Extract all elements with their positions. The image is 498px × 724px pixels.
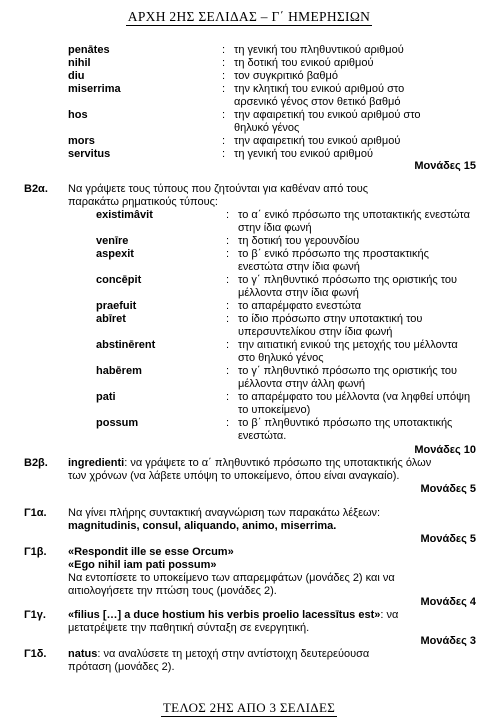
list-item: concēpit : το γ΄ πληθυντικό πρόσωπο της οριστικής του μέλλοντα στην ίδια φωνή bbox=[96, 274, 458, 299]
marks-label: Μονάδες 3 bbox=[420, 635, 476, 647]
term: nihil bbox=[68, 57, 91, 69]
marks-label: Μονάδες 15 bbox=[414, 160, 476, 172]
list-item: mors : την αφαιρετική του ενικού αριθμού bbox=[68, 135, 472, 148]
question-label: Γ1β. bbox=[24, 546, 47, 558]
question-label: Β2β. bbox=[24, 457, 48, 469]
term: diu bbox=[68, 70, 85, 82]
list-item: servitus : τη γενική του ενικού αριθμού bbox=[68, 148, 472, 161]
term: hos bbox=[68, 109, 88, 121]
list-item: penātes : τη γενική του πληθυντικού αριθμού bbox=[68, 44, 472, 57]
definition: τη δοτική του ενικού αριθμού bbox=[234, 57, 374, 69]
term: penātes bbox=[68, 44, 110, 56]
question-label: Β2α. bbox=[24, 183, 48, 195]
question-text: ingredienti: να γράψετε το α΄ πληθυντικό πρόσωπο της υποτακτικής όλων των χρόνων (να λάβετε υπόψη το υποκείμενο, όπου είναι αναγκαίο). bbox=[68, 457, 432, 482]
list-item: existimâvit : το α΄ ενικό πρόσωπο της υποτακτικής ενεστώτα στην ίδια φωνή bbox=[96, 209, 470, 234]
question-text: natus: να αναλύσετε τη μετοχή στην αντίστοιχη δευτερεύουσα πρόταση (μονάδες 2). bbox=[68, 648, 370, 673]
list-item: abstinērent : την αιτιατική ενικού της μετοχής του μέλλοντα στο θηλυκό γένος bbox=[96, 339, 458, 364]
question-label: Γ1α. bbox=[24, 507, 47, 519]
marks-label: Μονάδες 10 bbox=[414, 444, 476, 456]
list-item: pati : το απαρέμφατο του μέλλοντα (να ληφθεί υπόψη το υποκείμενο) bbox=[96, 391, 471, 416]
list-item: hos : την αφαιρετική του ενικού αριθμού στο θηλυκό γένος bbox=[68, 109, 472, 135]
list-item: diu : τον συγκριτικό βαθμό bbox=[68, 70, 472, 83]
question-intro: Να γράψετε τους τύπους που ζητούνται για καθέναν από τους παρακάτω ρηματικούς τύπους: bbox=[68, 183, 369, 208]
definition: τη γενική του ενικού αριθμού bbox=[234, 148, 373, 160]
list-item: venīre : τη δοτική του γερουνδίου bbox=[96, 235, 360, 247]
marks-label: Μονάδες 5 bbox=[420, 533, 476, 545]
list-item: abīret : το ίδιο πρόσωπο στην υποτακτική του υπερσυντελίκου στην ίδια φωνή bbox=[96, 313, 423, 338]
list-item: nihil : τη δοτική του ενικού αριθμού bbox=[68, 57, 472, 70]
marks-label: Μονάδες 5 bbox=[420, 483, 476, 495]
list-item: possum : το β΄ πληθυντικό πρόσωπο της υποτακτικής ενεστώτα. bbox=[96, 417, 453, 442]
question-label: Γ1γ. bbox=[24, 609, 46, 621]
question-text: «filius […] a duce hostium his verbis proelio lacessītus est»: να μετατρέψετε την παθητική σύνταξη σε ενεργητική. bbox=[68, 609, 399, 634]
page-header bbox=[0, 10, 498, 23]
question-text: «Respondit ille se esse Orcum» «Ego nihil iam pati possum» Να εντοπίσετε το υποκείμενο των απαρεμφάτων (μονάδες 2) και να αιτιολογήσετε την πτώση τους (μονάδες 2). bbox=[68, 546, 395, 597]
term: mors bbox=[68, 135, 95, 147]
list-item: praefuit : το απαρέμφατο ενεστώτα bbox=[96, 300, 362, 312]
definition: την αφαιρετική του ενικού αριθμού bbox=[234, 135, 401, 147]
page-footer bbox=[0, 701, 498, 714]
question-label: Γ1δ. bbox=[24, 648, 47, 660]
page-footer-text: ΤΕΛΟΣ 2ΗΣ ΑΠΟ 3 ΣΕΛΙΔΕΣ bbox=[162, 700, 336, 715]
question-text: Να γίνει πλήρης συντακτική αναγνώριση των παρακάτω λέξεων: magnitudinis, consul, aliquando, animo, miserrima. bbox=[68, 507, 381, 532]
definition: τον συγκριτικό βαθμό bbox=[234, 70, 338, 82]
list-item: miserrima : την κλητική του ενικού αριθμού στο αρσενικό γένος στον θετικό βαθμό bbox=[68, 83, 472, 109]
marks-label: Μονάδες 4 bbox=[420, 596, 476, 608]
term: servitus bbox=[68, 148, 111, 160]
page-header-text: ΑΡΧΗ 2ΗΣ ΣΕΛΙΔΑΣ – Γ΄ ΗΜΕΡΗΣΙΩΝ bbox=[127, 9, 371, 24]
definition: την αφαιρετική του ενικού αριθμού στο θηλυκό γένος bbox=[234, 109, 421, 134]
list-item: aspexit : το β΄ ενικό πρόσωπο της προστακτικής ενεστώτα στην ίδια φωνή bbox=[96, 248, 429, 273]
definition: τη γενική του πληθυντικού αριθμού bbox=[234, 44, 404, 56]
term: miserrima bbox=[68, 83, 121, 95]
list-item: habērem : το γ΄ πληθυντικό πρόσωπο της οριστικής του μέλλοντα στην άλλη φωνή bbox=[96, 365, 458, 390]
definition: την κλητική του ενικού αριθμού στο αρσενικό γένος στον θετικό βαθμό bbox=[234, 83, 405, 108]
